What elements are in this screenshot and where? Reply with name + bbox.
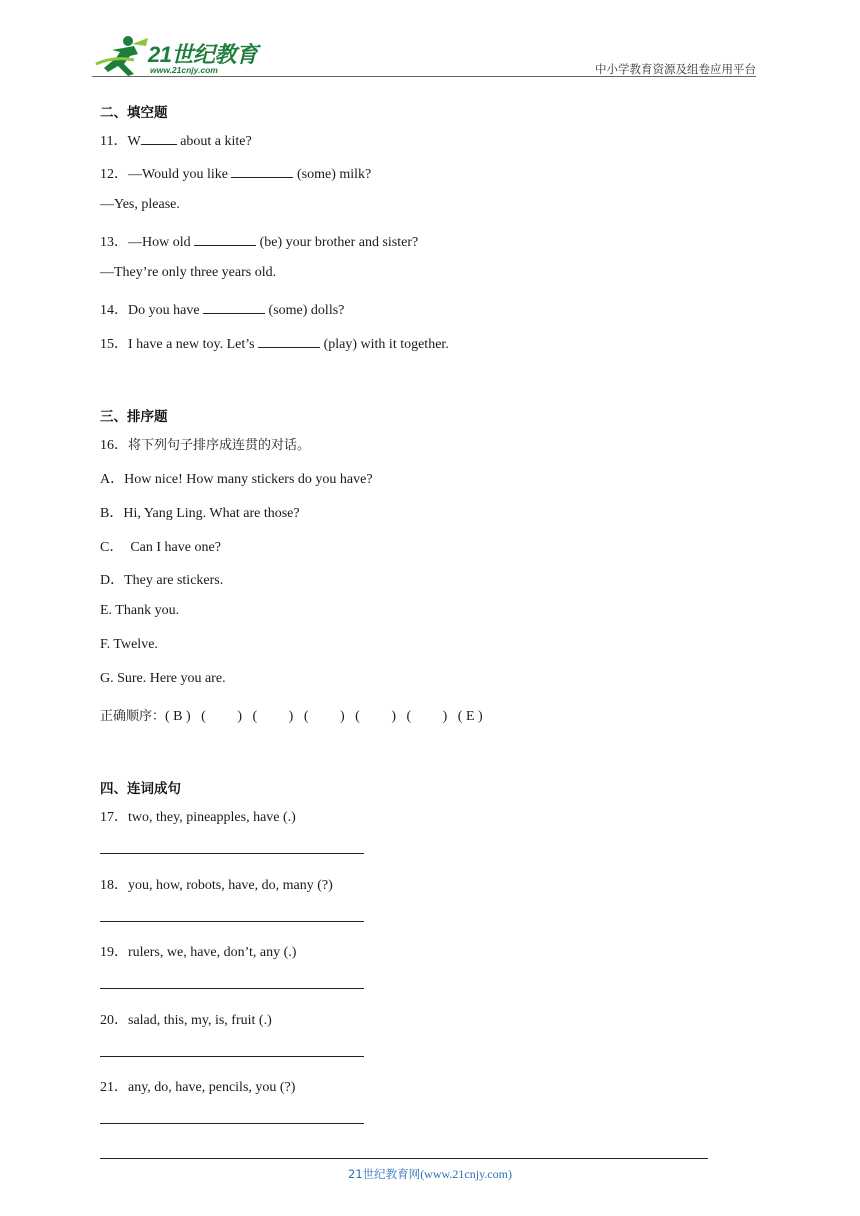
- correct-order-label: 正确顺序：: [100, 709, 166, 724]
- footer-url[interactable]: (www.21cnjy.com): [420, 1167, 512, 1181]
- section-title-fill-blank: 二、填空题: [100, 105, 168, 121]
- option-c: C． Can I have one?: [100, 540, 221, 555]
- page-footer: [0, 1166, 860, 1182]
- answer-line-21[interactable]: [100, 1123, 364, 1124]
- answer-line-19[interactable]: [100, 988, 364, 989]
- answer-line-20[interactable]: [100, 1056, 364, 1057]
- answer-blank[interactable]: [141, 132, 177, 145]
- option-d: D．They are stickers.: [100, 573, 224, 588]
- logo-url: www.21cnjy.com: [150, 65, 218, 75]
- footer-divider: [100, 1158, 708, 1159]
- answer-blank[interactable]: [231, 165, 293, 178]
- option-a: A．How nice! How many stickers do you have?: [100, 472, 373, 487]
- option-g: G. Sure. Here you are.: [100, 671, 226, 686]
- option-e: E. Thank you.: [100, 603, 180, 618]
- question-17: 17．two, they, pineapples, have (.): [100, 810, 296, 825]
- section-title-sentence-building: 四、连词成句: [100, 781, 181, 797]
- question-13: 13．—How old (be) your brother and sister?: [100, 235, 419, 250]
- question-21: 21．any, do, have, pencils, you (?): [100, 1080, 296, 1095]
- logo-text: 21世纪教育: [148, 42, 258, 67]
- answer-line-17[interactable]: [100, 853, 364, 854]
- correct-order-slots[interactable]: ( B ) ( ) ( ) ( ) ( ) ( ) ( E ): [165, 709, 483, 724]
- footer-site-name: 21世纪教育网: [348, 1167, 421, 1181]
- question-16: 16．将下列句子排序成连贯的对话。: [100, 438, 311, 453]
- question-19: 19．rulers, we, have, don’t, any (.): [100, 945, 297, 960]
- question-12: 12．—Would you like (some) milk?: [100, 167, 372, 182]
- header-divider: [92, 76, 756, 77]
- platform-name: 中小学教育资源及组卷应用平台: [595, 62, 756, 76]
- question-12-reply: —Yes, please.: [100, 197, 180, 212]
- option-f: F. Twelve.: [100, 637, 158, 652]
- answer-line-18[interactable]: [100, 921, 364, 922]
- question-18: 18．you, how, robots, have, do, many (?): [100, 878, 333, 893]
- question-13-reply: —They’re only three years old.: [100, 265, 277, 280]
- runner-logo-icon: [94, 34, 150, 78]
- question-14: 14．Do you have (some) dolls?: [100, 303, 345, 318]
- answer-blank[interactable]: [203, 301, 265, 314]
- question-20: 20．salad, this, my, is, fruit (.): [100, 1013, 272, 1028]
- question-15: 15．I have a new toy. Let’s (play) with it together.: [100, 337, 449, 352]
- site-logo: [94, 34, 264, 78]
- correct-order-row: [100, 705, 483, 725]
- answer-blank[interactable]: [258, 335, 320, 348]
- page-header: [92, 28, 756, 80]
- option-b: B．Hi, Yang Ling. What are those?: [100, 506, 300, 521]
- answer-blank[interactable]: [194, 233, 256, 246]
- question-11: 11．W about a kite?: [100, 134, 252, 149]
- section-title-ordering: 三、排序题: [100, 409, 168, 425]
